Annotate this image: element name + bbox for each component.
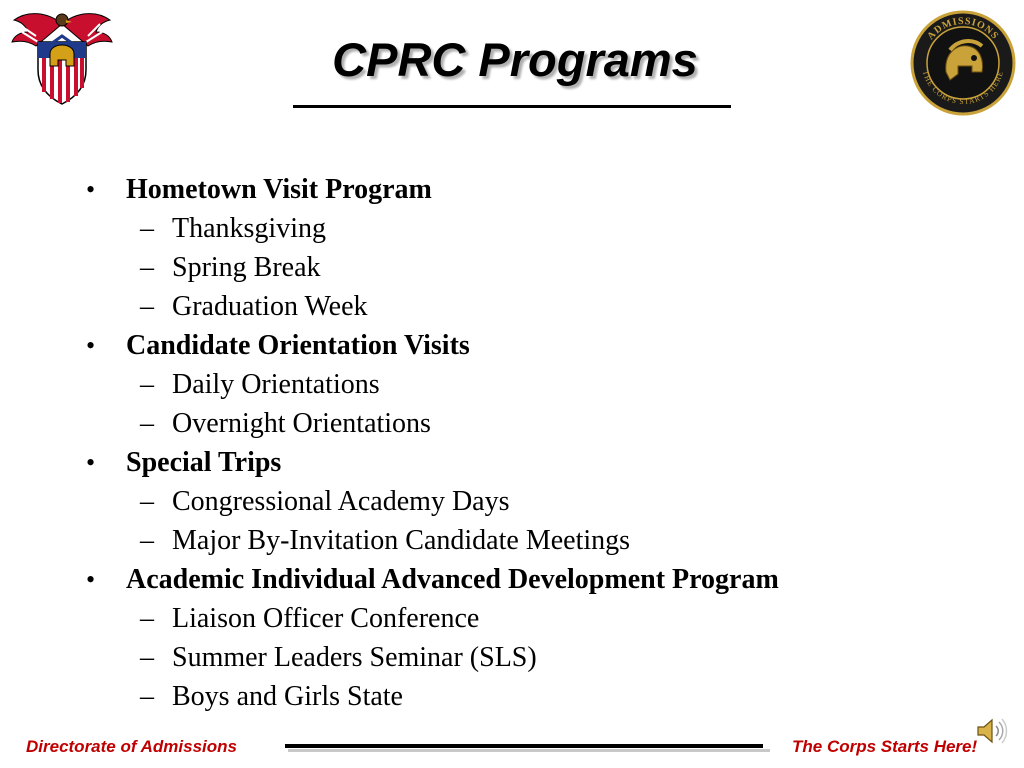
list-item-label: Daily Orientations bbox=[172, 369, 380, 400]
bullet-icon: • bbox=[86, 448, 96, 477]
dash-icon: – bbox=[140, 408, 154, 439]
seal-text-bottom: THE CORPS STARTS HERE bbox=[920, 69, 1006, 107]
section-heading-label: Candidate Orientation Visits bbox=[126, 330, 470, 361]
section-heading bbox=[82, 170, 982, 209]
section-heading bbox=[82, 560, 982, 599]
list-section bbox=[82, 170, 982, 326]
section-heading-label: Hometown Visit Program bbox=[126, 174, 432, 205]
dash-icon: – bbox=[140, 369, 154, 400]
list-section bbox=[82, 326, 982, 443]
section-heading-label: Academic Individual Advanced Development Program bbox=[126, 564, 779, 595]
list-item bbox=[82, 287, 982, 326]
dash-icon: – bbox=[140, 213, 154, 244]
list-item-label: Major By-Invitation Candidate Meetings bbox=[172, 525, 631, 556]
dash-icon: – bbox=[140, 252, 154, 283]
list-item bbox=[82, 521, 982, 560]
list-item-label: Spring Break bbox=[172, 252, 321, 283]
list-item-label: Congressional Academy Days bbox=[172, 486, 510, 517]
bullet-icon: • bbox=[86, 565, 96, 594]
list-item-label: Boys and Girls State bbox=[172, 681, 403, 712]
list-item-label: Summer Leaders Seminar (SLS) bbox=[172, 642, 537, 673]
bullet-icon: • bbox=[86, 175, 96, 204]
dash-icon: – bbox=[140, 603, 154, 634]
speaker-icon[interactable] bbox=[974, 716, 1010, 746]
footer-left-text: Directorate of Admissions bbox=[26, 737, 237, 756]
section-heading bbox=[82, 443, 982, 482]
seal-text-top: ADMISSIONS bbox=[925, 15, 1001, 42]
section-heading-label: Special Trips bbox=[126, 447, 282, 478]
list-item-label: Liaison Officer Conference bbox=[172, 603, 480, 634]
list-item bbox=[82, 365, 982, 404]
dash-icon: – bbox=[140, 642, 154, 673]
list-section bbox=[82, 560, 982, 716]
footer-rule bbox=[285, 744, 763, 748]
footer-rule-shadow bbox=[288, 749, 770, 752]
dash-icon: – bbox=[140, 486, 154, 517]
dash-icon: – bbox=[140, 291, 154, 322]
list-item bbox=[82, 599, 982, 638]
page-title: CPRC Programs bbox=[332, 33, 698, 86]
footer-right-text: The Corps Starts Here! bbox=[792, 737, 978, 756]
list-item bbox=[82, 638, 982, 677]
list-item-label: Overnight Orientations bbox=[172, 408, 431, 439]
list-section bbox=[82, 443, 982, 560]
dash-icon: – bbox=[140, 525, 154, 556]
list-item bbox=[82, 404, 982, 443]
admissions-seal-icon bbox=[910, 10, 1016, 116]
bullet-icon: • bbox=[86, 331, 96, 360]
list-item-label: Graduation Week bbox=[172, 291, 368, 322]
list-item bbox=[82, 677, 982, 716]
list-item bbox=[82, 482, 982, 521]
dash-icon: – bbox=[140, 681, 154, 712]
list-item bbox=[82, 209, 982, 248]
list-item bbox=[82, 248, 982, 287]
list-item-label: Thanksgiving bbox=[172, 213, 326, 244]
section-heading bbox=[82, 326, 982, 365]
title-underline bbox=[293, 105, 731, 108]
program-list bbox=[82, 170, 982, 716]
